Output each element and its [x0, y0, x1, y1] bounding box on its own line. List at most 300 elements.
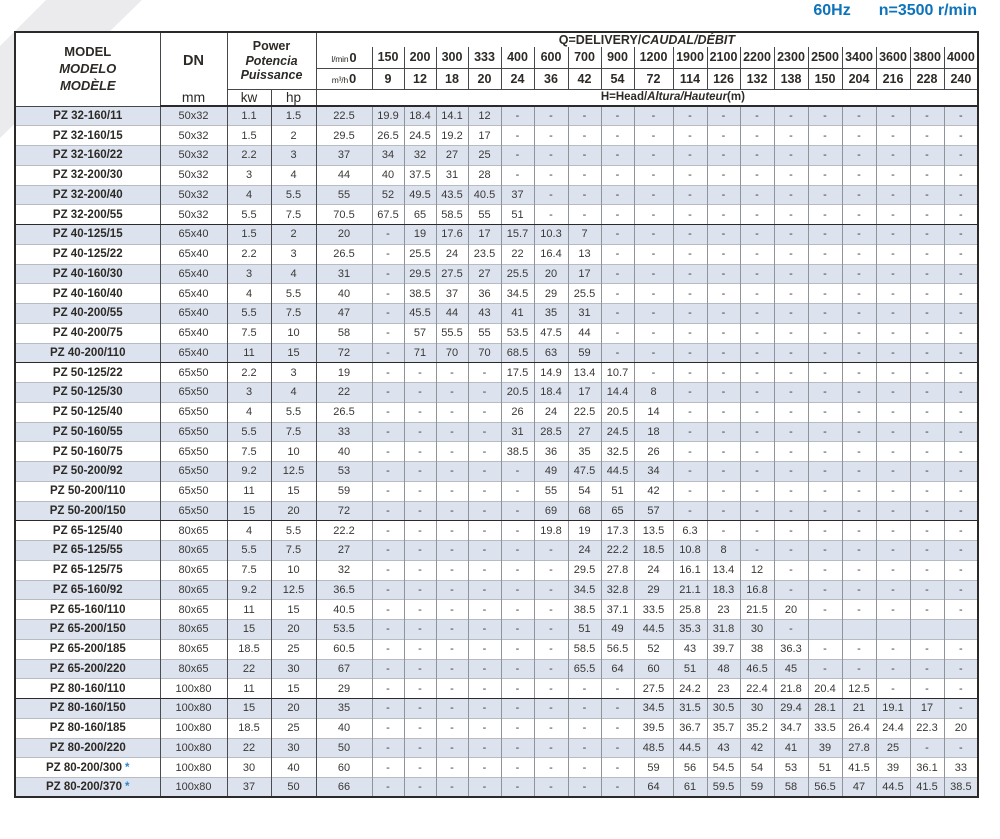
- head-cell: -: [944, 422, 978, 442]
- dn-cell: 65x50: [160, 481, 227, 501]
- head-cell: -: [808, 560, 842, 580]
- head-cell: -: [808, 541, 842, 561]
- head-cell: -: [436, 718, 468, 738]
- head-cell: -: [436, 699, 468, 719]
- hp-cell: 2: [271, 126, 316, 146]
- head-cell: 47: [316, 304, 372, 324]
- head-cell: -: [876, 422, 910, 442]
- dn-cell: 80x65: [160, 659, 227, 679]
- head-cell: -: [740, 422, 774, 442]
- flow-lmin-2500: 2500: [808, 47, 842, 68]
- head-title-suffix: (m): [727, 91, 745, 104]
- head-cell: -: [842, 501, 876, 521]
- head-cell: 49.5: [404, 185, 436, 205]
- head-cell: -: [534, 659, 568, 679]
- head-cell: -: [673, 165, 707, 185]
- head-cell: -: [707, 244, 740, 264]
- head-cell: -: [468, 718, 501, 738]
- head-cell: 58.5: [436, 205, 468, 225]
- head-cell: -: [501, 481, 534, 501]
- head-cell: -: [910, 402, 944, 422]
- head-cell: -: [876, 521, 910, 541]
- kw-header: kw: [227, 89, 271, 106]
- head-cell: -: [707, 363, 740, 383]
- dn-cell: 100x80: [160, 699, 227, 719]
- head-cell: -: [534, 560, 568, 580]
- head-cell: -: [740, 521, 774, 541]
- head-cell: -: [372, 343, 404, 363]
- model-cell: PZ 50-200/110: [15, 481, 160, 501]
- kw-cell: 5.5: [227, 304, 271, 324]
- head-cell: -: [436, 383, 468, 403]
- head-cell: 20: [944, 718, 978, 738]
- head-cell: 56.5: [808, 778, 842, 798]
- head-cell: -: [944, 264, 978, 284]
- head-cell: -: [601, 343, 634, 363]
- head-cell: 33.5: [634, 600, 673, 620]
- head-cell: -: [501, 600, 534, 620]
- flow-m3h-42: 42: [568, 68, 601, 89]
- head-cell: -: [808, 442, 842, 462]
- head-cell: 17: [568, 383, 601, 403]
- head-cell: -: [944, 659, 978, 679]
- head-cell: -: [808, 521, 842, 541]
- head-cell: -: [568, 738, 601, 758]
- model-cell: PZ 80-160/150: [15, 699, 160, 719]
- model-cell: PZ 40-160/30: [15, 264, 160, 284]
- head-cell: -: [944, 146, 978, 166]
- head-cell: 59: [568, 343, 601, 363]
- head-cell: 32: [316, 560, 372, 580]
- head-cell: -: [944, 185, 978, 205]
- head-cell: -: [468, 363, 501, 383]
- head-cell: -: [436, 639, 468, 659]
- head-cell: -: [404, 699, 436, 719]
- head-cell: -: [468, 462, 501, 482]
- head-cell: 27.5: [634, 679, 673, 699]
- head-cell: 25.5: [404, 244, 436, 264]
- power-label-en: Power: [252, 39, 291, 54]
- head-cell: 55: [316, 185, 372, 205]
- head-cell: -: [673, 481, 707, 501]
- head-cell: -: [634, 225, 673, 245]
- head-cell: -: [740, 284, 774, 304]
- head-cell: [808, 620, 842, 640]
- head-cell: -: [436, 659, 468, 679]
- head-cell: -: [808, 383, 842, 403]
- kw-cell: 3: [227, 165, 271, 185]
- table-row: [15, 402, 978, 422]
- head-cell: -: [876, 205, 910, 225]
- table-row: [15, 560, 978, 580]
- dn-cell: 65x50: [160, 501, 227, 521]
- head-cell: -: [601, 718, 634, 738]
- hp-cell: 4: [271, 165, 316, 185]
- head-cell: -: [842, 560, 876, 580]
- head-cell: 22.2: [316, 521, 372, 541]
- head-cell: 14.9: [534, 363, 568, 383]
- head-cell: 40: [316, 442, 372, 462]
- head-cell: 27: [568, 422, 601, 442]
- head-cell: 26: [501, 402, 534, 422]
- head-cell: -: [436, 422, 468, 442]
- hp-cell: 7.5: [271, 205, 316, 225]
- head-cell: -: [372, 639, 404, 659]
- head-cell: 12: [740, 560, 774, 580]
- head-cell: -: [910, 442, 944, 462]
- head-cell: -: [436, 541, 468, 561]
- head-cell: -: [707, 146, 740, 166]
- head-cell: -: [944, 244, 978, 264]
- speed-label: n=3500 r/min: [878, 2, 977, 19]
- flow-lmin-150: 150: [372, 47, 404, 68]
- dn-cell: 65x40: [160, 323, 227, 343]
- head-cell: -: [740, 146, 774, 166]
- head-cell: -: [501, 560, 534, 580]
- head-cell: -: [568, 185, 601, 205]
- head-cell: -: [774, 225, 808, 245]
- head-cell: 52: [372, 185, 404, 205]
- model-label-fr: MODÈLE: [59, 77, 116, 93]
- head-cell: 26.5: [372, 126, 404, 146]
- head-cell: -: [774, 442, 808, 462]
- table-row: [15, 205, 978, 225]
- head-cell: -: [876, 383, 910, 403]
- head-cell: -: [673, 146, 707, 166]
- head-cell: -: [501, 521, 534, 541]
- head-cell: -: [534, 106, 568, 126]
- hp-cell: 7.5: [271, 422, 316, 442]
- head-cell: -: [534, 679, 568, 699]
- head-cell: -: [601, 106, 634, 126]
- head-cell: 31: [568, 304, 601, 324]
- head-cell: 37: [436, 284, 468, 304]
- head-cell: 36.5: [316, 580, 372, 600]
- head-cell: 32: [404, 146, 436, 166]
- head-cell: -: [910, 580, 944, 600]
- table-row: [15, 679, 978, 699]
- hp-cell: 12.5: [271, 580, 316, 600]
- head-cell: -: [534, 165, 568, 185]
- flow-lmin-2300: 2300: [774, 47, 808, 68]
- dn-cell: 50x32: [160, 126, 227, 146]
- head-cell: -: [944, 165, 978, 185]
- head-cell: 70: [468, 343, 501, 363]
- hp-cell: 20: [271, 501, 316, 521]
- head-cell: 10.3: [534, 225, 568, 245]
- head-cell: 41: [774, 738, 808, 758]
- dn-cell: 50x32: [160, 165, 227, 185]
- head-cell: -: [808, 244, 842, 264]
- flow-m3h-36: 36: [534, 68, 568, 89]
- head-cell: 44: [316, 165, 372, 185]
- kw-cell: 1.5: [227, 126, 271, 146]
- head-cell: -: [436, 778, 468, 798]
- head-cell: -: [944, 304, 978, 324]
- head-cell: -: [910, 225, 944, 245]
- head-cell: -: [808, 205, 842, 225]
- head-cell: -: [404, 738, 436, 758]
- head-cell: 18.5: [634, 541, 673, 561]
- head-cell: 8: [634, 383, 673, 403]
- head-cell: 24: [436, 244, 468, 264]
- head-cell: -: [808, 165, 842, 185]
- head-cell: -: [534, 699, 568, 719]
- head-cell: 30.5: [707, 699, 740, 719]
- head-cell: -: [468, 758, 501, 778]
- head-cell: 29.4: [774, 699, 808, 719]
- head-cell: -: [740, 343, 774, 363]
- head-cell: -: [774, 304, 808, 324]
- model-cell: PZ 80-200/370 *: [15, 778, 160, 798]
- head-cell: -: [601, 165, 634, 185]
- hp-cell: 5.5: [271, 185, 316, 205]
- head-cell: 33: [944, 758, 978, 778]
- head-cell: 19: [568, 521, 601, 541]
- hp-cell: 12.5: [271, 462, 316, 482]
- head-cell: -: [842, 165, 876, 185]
- kw-cell: 4: [227, 284, 271, 304]
- head-cell: -: [436, 758, 468, 778]
- head-cell: 45.5: [404, 304, 436, 324]
- head-cell: -: [876, 165, 910, 185]
- table-row: [15, 481, 978, 501]
- head-cell: -: [601, 185, 634, 205]
- head-cell: -: [568, 146, 601, 166]
- kw-cell: 7.5: [227, 560, 271, 580]
- head-cell: -: [876, 106, 910, 126]
- model-cell: PZ 40-125/15: [15, 225, 160, 245]
- head-cell: -: [468, 679, 501, 699]
- head-cell: -: [404, 442, 436, 462]
- head-cell: -: [436, 481, 468, 501]
- head-cell: -: [634, 126, 673, 146]
- head-cell: 22.3: [910, 718, 944, 738]
- hp-cell: 5.5: [271, 521, 316, 541]
- head-cell: 28: [468, 165, 501, 185]
- hp-cell: 20: [271, 620, 316, 640]
- head-cell: 29.5: [316, 126, 372, 146]
- kw-cell: 4: [227, 521, 271, 541]
- delivery-header: [316, 32, 978, 47]
- head-cell: 10.7: [601, 363, 634, 383]
- dn-cell: 65x40: [160, 225, 227, 245]
- head-cell: 54: [568, 481, 601, 501]
- table-row: [15, 165, 978, 185]
- head-cell: 7: [568, 225, 601, 245]
- flow-lmin-3800: 3800: [910, 47, 944, 68]
- flow-m3h-138: 138: [774, 68, 808, 89]
- head-cell: -: [673, 422, 707, 442]
- head-cell: -: [501, 738, 534, 758]
- head-cell: -: [707, 106, 740, 126]
- head-cell: -: [601, 284, 634, 304]
- head-cell: -: [707, 442, 740, 462]
- head-cell: 69: [534, 501, 568, 521]
- head-cell: -: [707, 165, 740, 185]
- head-cell: 51: [501, 205, 534, 225]
- head-cell: -: [601, 699, 634, 719]
- head-cell: -: [534, 146, 568, 166]
- head-cell: -: [740, 442, 774, 462]
- head-cell: -: [876, 481, 910, 501]
- head-cell: -: [876, 304, 910, 324]
- head-cell: -: [740, 462, 774, 482]
- head-cell: -: [634, 304, 673, 324]
- head-cell: 22.5: [316, 106, 372, 126]
- head-cell: -: [436, 501, 468, 521]
- head-cell: -: [876, 639, 910, 659]
- flow-lmin-700: 700: [568, 47, 601, 68]
- model-cell: PZ 40-200/75: [15, 323, 160, 343]
- kw-cell: 5.5: [227, 205, 271, 225]
- head-cell: -: [436, 363, 468, 383]
- head-cell: -: [910, 541, 944, 561]
- kw-cell: 7.5: [227, 323, 271, 343]
- delivery-title-italic: CAUDAL/DÉBIT: [641, 33, 736, 47]
- head-cell: -: [673, 126, 707, 146]
- head-cell: -: [568, 165, 601, 185]
- dn-cell: 65x50: [160, 442, 227, 462]
- model-cell: PZ 80-160/185: [15, 718, 160, 738]
- head-cell: -: [910, 264, 944, 284]
- head-cell: -: [910, 521, 944, 541]
- head-cell: -: [842, 185, 876, 205]
- flow-lmin-2200: 2200: [740, 47, 774, 68]
- head-cell: 41.5: [842, 758, 876, 778]
- head-cell: -: [944, 284, 978, 304]
- model-cell: PZ 32-200/55: [15, 205, 160, 225]
- model-cell: PZ 40-160/40: [15, 284, 160, 304]
- flow-m3h-9: 9: [372, 68, 404, 89]
- kw-cell: 9.2: [227, 462, 271, 482]
- head-cell: -: [808, 106, 842, 126]
- head-cell: -: [740, 402, 774, 422]
- head-cell: -: [372, 244, 404, 264]
- kw-cell: 7.5: [227, 442, 271, 462]
- head-cell: -: [707, 521, 740, 541]
- head-cell: -: [774, 284, 808, 304]
- head-cell: -: [468, 620, 501, 640]
- head-cell: -: [774, 264, 808, 284]
- head-cell: -: [372, 560, 404, 580]
- head-cell: -: [842, 659, 876, 679]
- head-cell: 19.8: [534, 521, 568, 541]
- table-row: [15, 225, 978, 245]
- model-cell: PZ 50-160/75: [15, 442, 160, 462]
- dn-cell: 80x65: [160, 600, 227, 620]
- dn-cell: 80x65: [160, 620, 227, 640]
- head-cell: -: [634, 205, 673, 225]
- head-cell: -: [740, 264, 774, 284]
- head-cell: -: [740, 106, 774, 126]
- model-cell: PZ 50-200/92: [15, 462, 160, 482]
- head-cell: -: [468, 541, 501, 561]
- head-cell: -: [842, 639, 876, 659]
- head-cell: -: [634, 284, 673, 304]
- table-row: [15, 620, 978, 640]
- head-cell: 38.5: [404, 284, 436, 304]
- head-cell: 53: [774, 758, 808, 778]
- head-cell: 71: [404, 343, 436, 363]
- table-row: [15, 422, 978, 442]
- head-cell: 49: [601, 620, 634, 640]
- flow-m3h-228: 228: [910, 68, 944, 89]
- head-cell: -: [372, 620, 404, 640]
- head-cell: 18.4: [534, 383, 568, 403]
- head-cell: 30: [740, 620, 774, 640]
- head-cell: 47.5: [568, 462, 601, 482]
- hp-cell: 10: [271, 560, 316, 580]
- head-cell: -: [876, 600, 910, 620]
- head-cell: -: [842, 600, 876, 620]
- head-cell: -: [808, 422, 842, 442]
- head-cell: 27.5: [436, 264, 468, 284]
- head-cell: 12: [468, 106, 501, 126]
- head-cell: -: [534, 620, 568, 640]
- head-cell: -: [842, 580, 876, 600]
- head-cell: -: [910, 165, 944, 185]
- head-cell: -: [634, 363, 673, 383]
- head-cell: -: [842, 264, 876, 284]
- head-cell: -: [634, 264, 673, 284]
- head-cell: 60: [634, 659, 673, 679]
- head-cell: -: [436, 442, 468, 462]
- hp-cell: 15: [271, 679, 316, 699]
- head-cell: 43: [673, 639, 707, 659]
- head-cell: 36.7: [673, 718, 707, 738]
- head-cell: 53.5: [316, 620, 372, 640]
- head-cell: -: [740, 126, 774, 146]
- dn-cell: 65x40: [160, 284, 227, 304]
- flow-m3h-240: 240: [944, 68, 978, 89]
- head-cell: -: [842, 402, 876, 422]
- head-cell: -: [707, 343, 740, 363]
- head-cell: 40.5: [316, 600, 372, 620]
- head-cell: -: [372, 323, 404, 343]
- head-cell: -: [740, 304, 774, 324]
- head-cell: 61: [673, 778, 707, 798]
- head-cell: -: [842, 146, 876, 166]
- head-cell: -: [944, 402, 978, 422]
- head-cell: -: [534, 778, 568, 798]
- head-cell: -: [404, 560, 436, 580]
- head-cell: -: [436, 620, 468, 640]
- head-cell: -: [372, 462, 404, 482]
- head-cell: 18.3: [707, 580, 740, 600]
- head-cell: -: [910, 639, 944, 659]
- head-cell: -: [601, 738, 634, 758]
- head-cell: -: [910, 304, 944, 324]
- head-cell: -: [404, 718, 436, 738]
- head-cell: -: [468, 521, 501, 541]
- model-label-en: MODEL: [64, 43, 112, 59]
- head-cell: 48: [707, 659, 740, 679]
- kw-cell: 11: [227, 481, 271, 501]
- model-cell: PZ 65-125/55: [15, 541, 160, 561]
- head-cell: -: [468, 383, 501, 403]
- head-cell: 28.1: [808, 699, 842, 719]
- head-cell: -: [404, 481, 436, 501]
- model-cell: PZ 50-125/40: [15, 402, 160, 422]
- head-cell: -: [774, 541, 808, 561]
- hp-cell: 3: [271, 244, 316, 264]
- head-cell: -: [534, 126, 568, 146]
- head-cell: -: [468, 481, 501, 501]
- head-cell: -: [842, 323, 876, 343]
- model-cell: PZ 50-125/30: [15, 383, 160, 403]
- head-cell: -: [372, 422, 404, 442]
